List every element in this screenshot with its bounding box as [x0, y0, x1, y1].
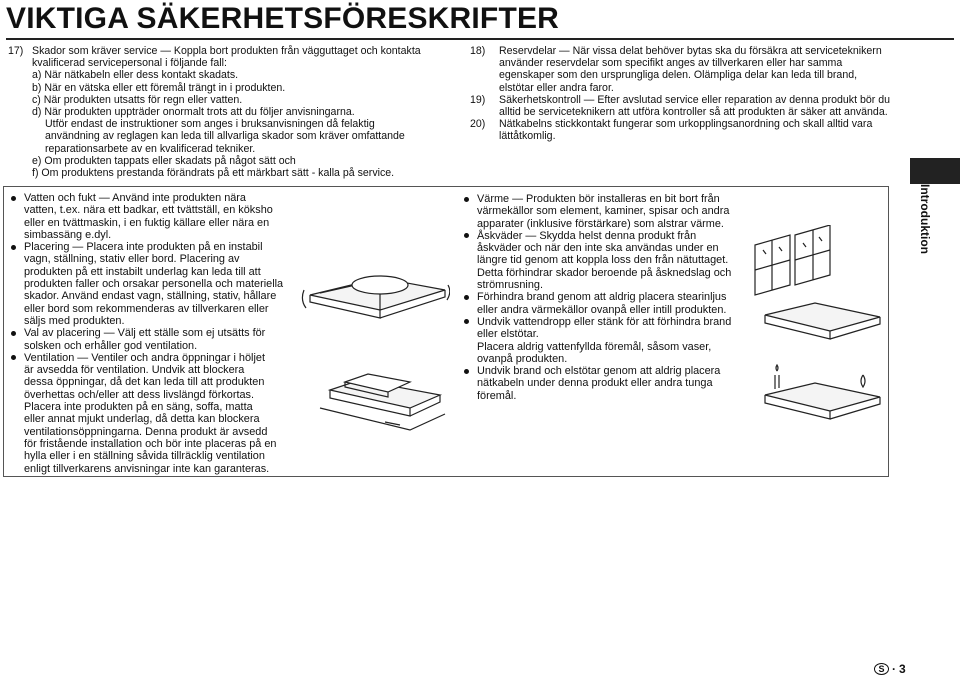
bullet-line: produkten faller och orsakar personella och materiella	[24, 278, 284, 291]
bullet-line: längre tid genom att koppla loss den från nätuttaget.	[477, 254, 729, 267]
section-label: Introduktion	[918, 184, 932, 254]
page-number-value: 3	[899, 662, 906, 676]
bullet-line: vagn, ställning, stativ eller bord. Placering av	[24, 253, 240, 266]
bullet-line: enligt tillverkarens anvisningar inte kan garanteras.	[24, 462, 270, 475]
bullet-heat	[461, 193, 761, 230]
bullet-line: värmekällor som element, kaminer, spisar och andra	[477, 205, 730, 218]
title-rule	[6, 38, 954, 40]
item-17-number: 17)	[8, 45, 24, 57]
bullet-water-drops	[461, 316, 761, 365]
bullet-line: eller elstötar.	[477, 328, 539, 341]
bullet-line: dessa öppningar, då det kan leda till att produkten	[24, 376, 265, 389]
bullet-line: Ventilation — Ventiler och andra öppningar i höljet	[24, 351, 265, 364]
items-18-20	[470, 45, 910, 143]
device-illustration	[765, 303, 880, 339]
bullet-line: strömrusning.	[477, 279, 543, 292]
item-line: Reservdelar — När vissa delat behöver bytas ska du försäkra att serviceteknikern	[499, 45, 882, 57]
bullet-line: eller bord som rekommenderas av tillverkaren eller	[24, 302, 269, 315]
page-separator: ·	[892, 662, 896, 676]
item-17-d-cont: användning av reglagen kan leda till allvarliga skador som kräver omfattande	[45, 130, 405, 143]
item-17-d: d) När produkten uppträder onormalt trots att du följer anvisningarna.	[32, 106, 355, 119]
section-tab	[910, 158, 960, 184]
item-18	[470, 45, 910, 94]
item-19	[470, 94, 910, 118]
item-17-line2: kvalificerad servicepersonal i följande fall:	[32, 57, 227, 70]
bullet-line: hylla eller i en ställning såvida tillräcklig ventilation	[24, 450, 265, 463]
bullet-line: produkten på ett instabilt underlag kan leda till att	[24, 265, 261, 278]
bullet-line: Placera inte produkten på en säng, soffa, matta	[24, 401, 253, 414]
item-number: 20)	[470, 118, 486, 131]
bullet-candles	[461, 291, 761, 316]
bullet-line: Förhindra brand genom att aldrig placera stearinljus	[477, 291, 727, 304]
bullet-line: Val av placering — Välj ett ställe som ej utsätts för	[24, 327, 266, 340]
item-line: använder reservdelar som specifikt anges av tillverkaren eller har samma	[499, 57, 843, 70]
bullet-line: Vatten och fukt — Använd inte produkten nära	[24, 192, 246, 204]
bullet-line: skador. Använd endast vagn, ställning, stativ, hållare	[24, 290, 277, 303]
item-17-b: b) När en vätska eller ett föremål trängt in i produkten.	[32, 81, 286, 94]
bullet-placement	[8, 241, 298, 327]
bullet-line: ovanpå produkten.	[477, 352, 568, 365]
item-number: 19)	[470, 93, 486, 106]
bullet-line: Placera aldrig vattenfyllda föremål, såsom vaser,	[477, 340, 712, 353]
bullet-line: Detta förhindrar skador beroende på åsknedslag och	[477, 266, 732, 279]
item-17-e: e) Om produkten tappats eller skadats på något sätt och	[32, 154, 296, 167]
item-17-c: c) När produkten utsatts för regn eller vatten.	[32, 93, 243, 106]
bullets-left	[8, 192, 298, 475]
item-line: lättåtkomlig.	[499, 130, 556, 143]
bullet-line: säljs med produkten.	[24, 314, 125, 327]
bullet-line: är avsedda för ventilation. Undvik att blockera	[24, 364, 245, 377]
item-line: elstötar eller andra faror.	[499, 81, 614, 94]
item-line: egenskaper som den ursprungliga delen. Olämpliga delar kan leda till brand,	[499, 69, 858, 82]
bullet-line: Värme — Produkten bör installeras en bit bort från	[477, 193, 720, 205]
item-20	[470, 118, 910, 142]
safety-illustration	[745, 225, 885, 425]
bullet-ventilation	[8, 352, 298, 475]
bullet-water	[8, 192, 298, 241]
candle-device-illustration	[765, 365, 880, 419]
bullet-line: föremål.	[477, 389, 517, 402]
bullet-line: Åskväder — Skydda helst denna produkt från	[477, 229, 697, 242]
window-rain-illustration	[755, 225, 830, 295]
bullet-line: överhettas och/eller att dess livslängd förkortas.	[24, 388, 255, 401]
bullets-right	[461, 193, 761, 402]
bullet-line: eller annat mjukt underlag, då detta kan blockera	[24, 413, 260, 426]
bullet-line: nätkabeln under denna produkt eller andra tunga	[477, 377, 713, 390]
item-17-line1: Skador som kräver service — Koppla bort produkten från vägguttaget och kontakta	[32, 45, 421, 57]
bullet-line: simbassäng e.dyl.	[24, 228, 112, 241]
page-number	[874, 662, 906, 676]
item-17-d-cont: Utför endast de instruktioner som anges i bruksanvisningen då felaktig	[45, 118, 375, 131]
item-line: Säkerhetskontroll — Efter avslutad service eller reparation av denna produkt bör du	[499, 93, 891, 106]
bullet-line: för fristående installation och bör inte placeras på en	[24, 437, 277, 450]
item-17	[8, 45, 438, 179]
bullet-line: eller andra värmekällor ovanpå eller intill produkten.	[477, 303, 727, 316]
item-line: Nätkabelns stickkontakt fungerar som urkopplingsanordning och skall alltid vara	[499, 118, 873, 131]
bullet-line: Placering — Placera inte produkten på en instabil	[24, 241, 263, 254]
bullet-line: apparater (inklusive förstärkare) som alstrar värme.	[477, 217, 724, 230]
item-17-a: a) När nätkabeln eller dess kontakt skadats.	[32, 69, 239, 82]
language-badge: S	[874, 663, 889, 675]
bullet-line: vatten, t.ex. nära ett badkar, ett tvättställ, en köksho	[24, 204, 273, 217]
page-title: VIKTIGA SÄKERHETSFÖRESKRIFTER	[6, 2, 560, 35]
bullet-line: eller en tvättmaskin, i en fuktig källare eller nära en	[24, 216, 270, 229]
bullet-line: Undvik vattendropp eller stänk för att förhindra brand	[477, 315, 732, 328]
bullet-line: ventilationsöppningarna. Denna produkt är avsedd	[24, 425, 268, 438]
item-17-f: f) Om produktens prestanda förändrats på ett märkbart sätt - kalla på service.	[32, 167, 395, 180]
bullet-line: solsken och erhåller god ventilation.	[24, 339, 198, 352]
device-on-stand-illustration	[302, 276, 449, 318]
bullet-thunderstorm	[461, 230, 761, 291]
placement-illustration	[300, 230, 450, 440]
bullet-line: Undvik brand och elstötar genom att aldrig placera	[477, 365, 721, 378]
bullet-line: åskväder och när den inte ska användas under en	[477, 242, 719, 255]
item-line: alltid be serviceteknikern att utföra kontroller så att produkten är säker att använda.	[499, 106, 888, 119]
bullet-location	[8, 327, 298, 352]
item-number: 18)	[470, 45, 486, 57]
item-17-d-cont: reparationsarbete av en kvalificerad tekniker.	[45, 142, 256, 155]
bullet-power-cord	[461, 365, 761, 402]
stacked-devices-illustration	[320, 374, 445, 430]
